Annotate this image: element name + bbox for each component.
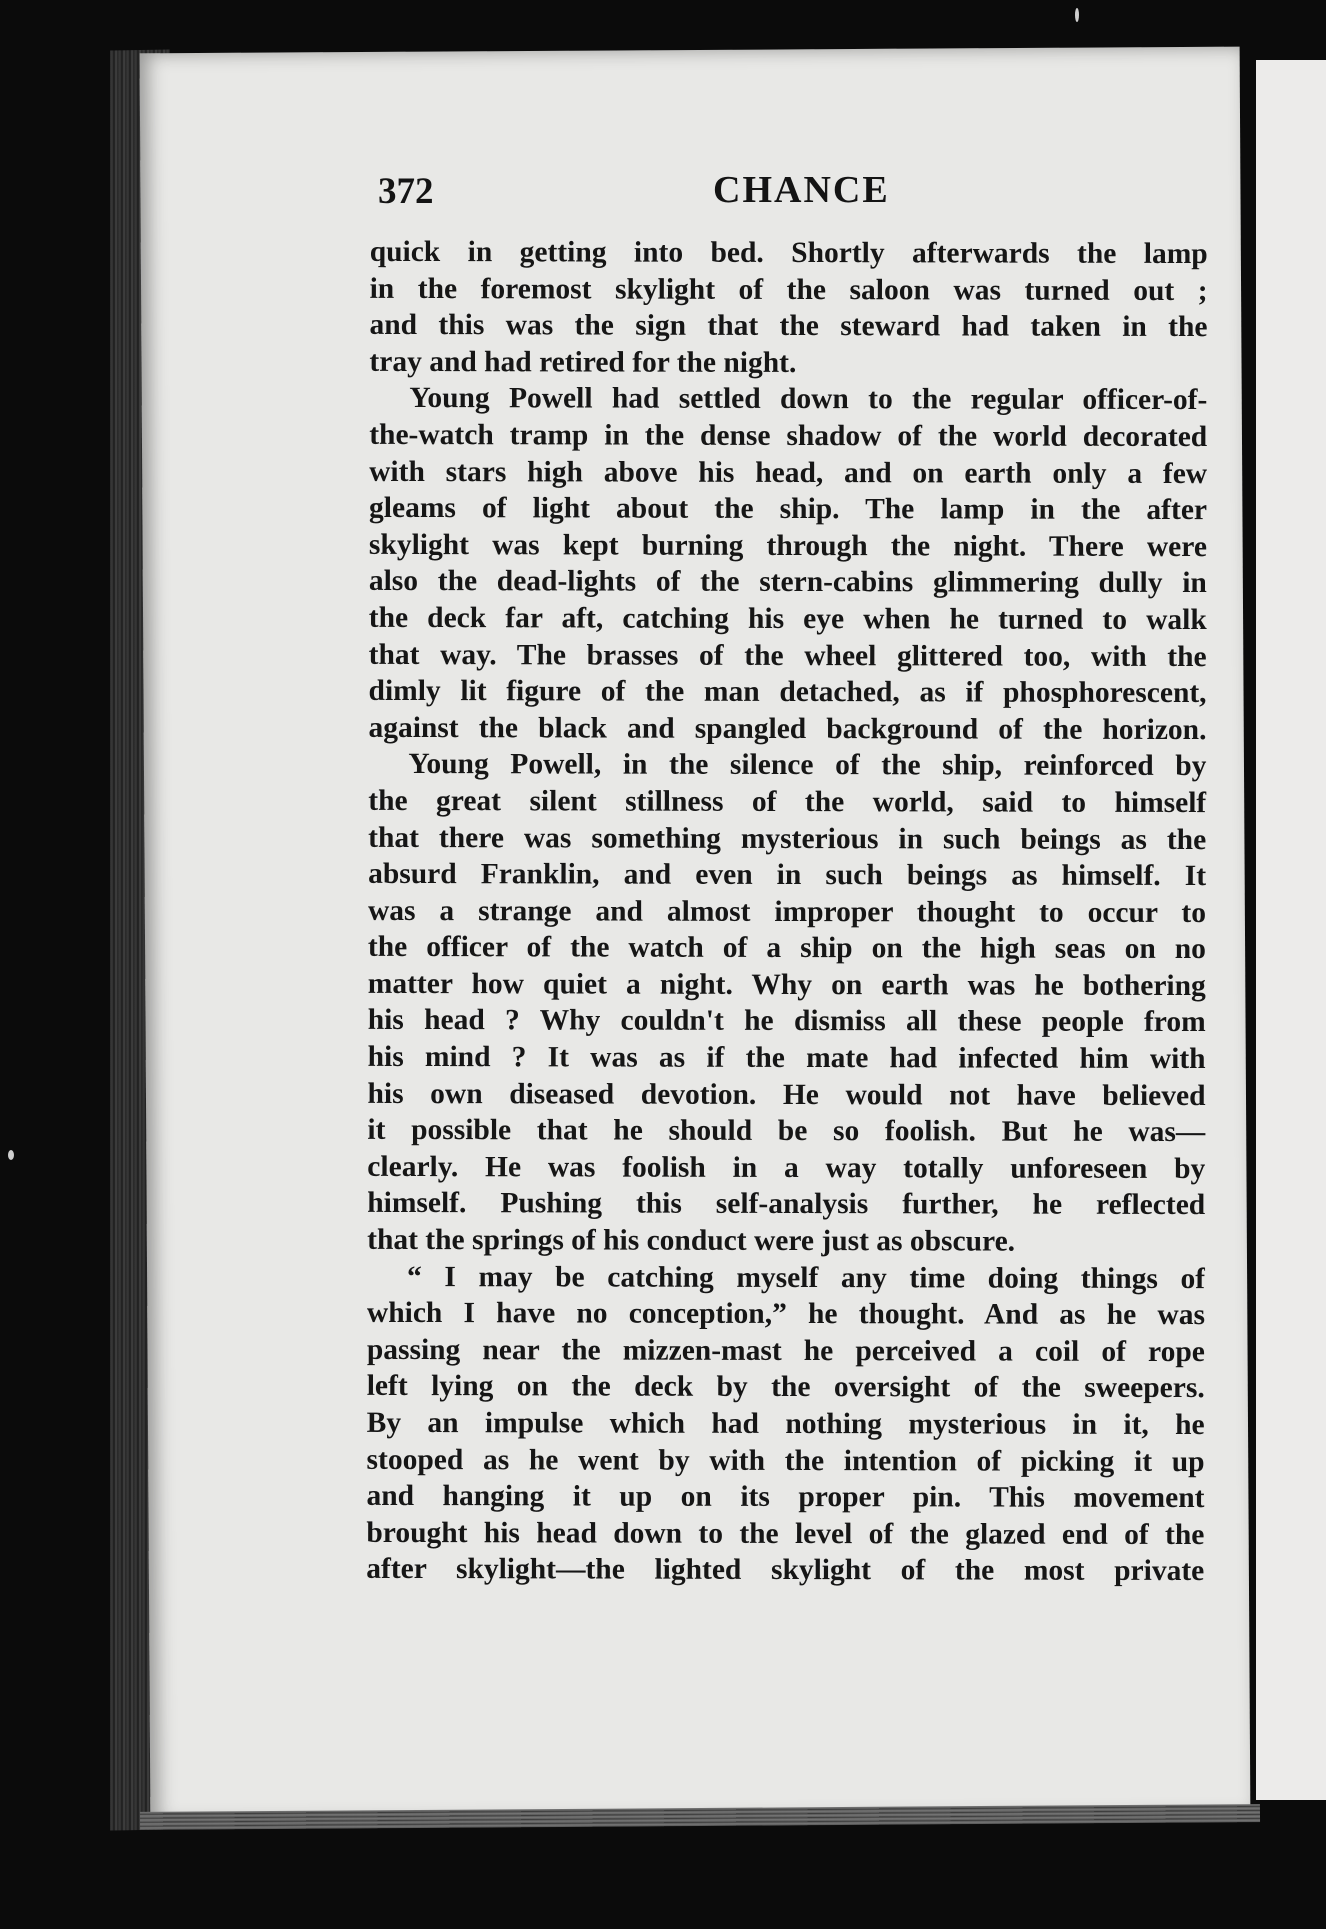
running-head: CHANCE (713, 169, 890, 211)
text-line: brought his head down to the level of the glazed end of the (366, 1516, 1205, 1551)
text-line: By an impulse which had nothing mysterious in it, he (366, 1406, 1205, 1442)
page-header (378, 170, 1198, 220)
text-line: the great silent stillness of the world, said to himself (368, 784, 1207, 820)
text-line: against the black and spangled background of the horizon. (368, 711, 1207, 746)
text-line: himself. Pushing this self-analysis further, he reflected (367, 1187, 1206, 1222)
text-line: passing near the mizzen-mast he perceived a coil of rope (366, 1333, 1205, 1368)
facing-page-edge (1256, 60, 1326, 1800)
page-number: 372 (378, 171, 434, 212)
text-line: dimly lit figure of the man detached, as if phosphorescent, (368, 675, 1207, 710)
text-line: with stars high above his head, and on earth only a few (369, 455, 1208, 490)
text-line: stooped as he went by with the intention of picking it up (366, 1443, 1205, 1478)
text-line: and this was the sign that the steward had taken in the (369, 309, 1208, 344)
text-line: and hanging it up on its proper pin. This movement (366, 1480, 1205, 1515)
text-line: it possible that he should be so foolish. But he was— (367, 1114, 1206, 1149)
text-line: Young Powell, in the silence of the ship, reinforced by (408, 748, 1207, 783)
text-line: which I have no conception,” he thought. And as he was (366, 1297, 1205, 1332)
text-line: matter how quiet a night. Why on earth was he bothering (367, 967, 1206, 1002)
text-line: skylight was kept burning through the night. There were (368, 528, 1207, 563)
text-line: in the foremost skylight of the saloon was turned out ; (369, 272, 1208, 307)
text-line: after skylight—the lighted skylight of the most private (366, 1553, 1205, 1588)
text-line: his mind ? It was as if the mate had infected him with (367, 1040, 1206, 1076)
text-line: gleams of light about the ship. The lamp in the after (369, 492, 1208, 527)
text-line: that way. The brasses of the wheel glittered too, with the (368, 638, 1207, 673)
text-line: left lying on the deck by the oversight of the sweepers. (366, 1370, 1205, 1405)
text-line: tray and had retired for the night. (369, 345, 797, 379)
text-line: his head ? Why couldn't he dismiss all these people from (367, 1004, 1206, 1039)
scan-speck (1075, 8, 1079, 22)
text-line: clearly. He was foolish in a way totally unforeseen by (367, 1150, 1206, 1185)
text-line: the-watch tramp in the dense shadow of the world decorated (369, 418, 1208, 454)
text-line: that there was something mysterious in such beings as the (368, 821, 1207, 856)
text-line: quick in getting into bed. Shortly afterwards the lamp (369, 235, 1208, 271)
text-line: absurd Franklin, and even in such beings as himself. It (368, 857, 1207, 893)
text-line: was a strange and almost improper thought to occur to (367, 894, 1207, 929)
text-line: “ I may be catching myself any time doing things of (407, 1260, 1206, 1295)
text-line: the deck far aft, catching his eye when he turned to walk (368, 601, 1207, 637)
body-text (366, 234, 1208, 1590)
text-line: the officer of the watch of a ship on the high seas on no (367, 931, 1206, 966)
text-line: Young Powell had settled down to the regular officer-of- (409, 382, 1208, 417)
text-line: that the springs of his conduct were just as obscure. (367, 1223, 1016, 1258)
text-line: also the dead-lights of the stern-cabins glimmering dully in (368, 565, 1207, 600)
scan-speck (8, 1150, 14, 1160)
text-line: his own diseased devotion. He would not have believed (367, 1077, 1206, 1112)
